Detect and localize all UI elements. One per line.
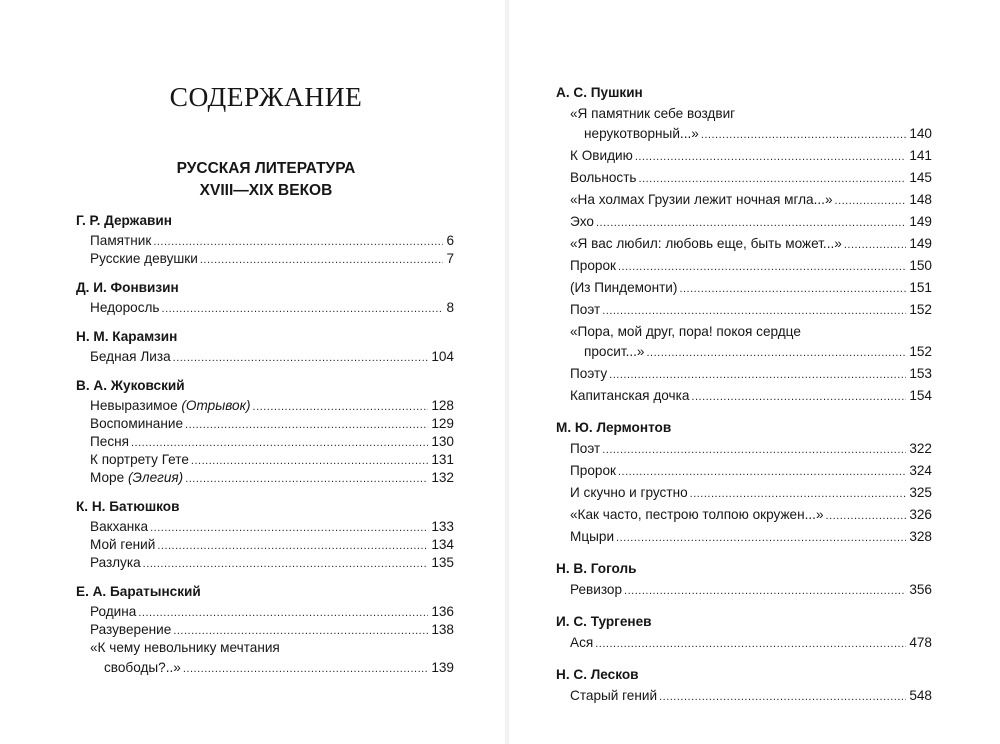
toc-entry [556, 633, 932, 652]
toc-entry [556, 190, 932, 209]
entry-title: «К чему невольнику мечтания [90, 640, 280, 655]
entry-title [90, 232, 151, 250]
dot-leader [596, 214, 906, 233]
page-number: 326 [909, 507, 932, 522]
page-number: 152 [909, 344, 932, 359]
entry-title-text: К Овидию [570, 148, 633, 163]
entry-title [90, 469, 183, 487]
toc-left-column [76, 212, 454, 688]
entry-title-text: Русские девушки [90, 251, 198, 266]
entry-title [570, 386, 689, 405]
entry-title-continued: нерукотворный...» [584, 126, 699, 141]
toc-entry [556, 364, 932, 383]
entry-title-text: Капитанская дочка [570, 388, 690, 403]
entry-title-text: «На холмах Грузии лежит ночная мгла...» [570, 192, 833, 207]
entry-title [570, 364, 607, 383]
dot-leader [835, 192, 907, 211]
entry-title [90, 621, 171, 639]
dot-leader [173, 622, 428, 640]
section-title [0, 158, 532, 202]
entry-title [570, 256, 616, 275]
entry-title [570, 234, 842, 253]
entry-title [570, 439, 600, 458]
toc-entry [76, 299, 454, 317]
dot-leader [616, 529, 906, 548]
author-group [556, 84, 932, 405]
dot-leader [138, 604, 428, 622]
dot-leader [185, 416, 428, 434]
entry-title [90, 348, 171, 366]
entry-title-text: Ася [570, 635, 594, 650]
toc-entry [556, 146, 932, 165]
toc-entry [556, 168, 932, 187]
dot-leader [157, 537, 428, 555]
entry-title [90, 250, 198, 268]
toc-entry [76, 518, 454, 536]
dot-leader [624, 582, 906, 601]
toc-entry [76, 621, 454, 639]
toc-entry [556, 278, 932, 297]
toc-entry [556, 483, 932, 502]
dot-leader [173, 349, 429, 367]
entry-title-continued: просит...» [584, 344, 645, 359]
page-number: 145 [909, 170, 932, 185]
dot-leader [253, 398, 429, 416]
page-number: 136 [431, 604, 454, 619]
entry-title-text: Вольность [570, 170, 637, 185]
author-name: Г. Р. Державин [76, 213, 172, 228]
right-page [509, 0, 1000, 744]
page-number: 133 [431, 519, 454, 534]
entry-title-text: Пророк [570, 463, 616, 478]
entry-genre-note: (Отрывок) [181, 398, 251, 413]
dot-leader [200, 251, 444, 269]
toc-entry [556, 322, 932, 342]
entry-title [90, 554, 141, 572]
toc-entry-continuation [556, 342, 932, 361]
toc-entry [76, 433, 454, 451]
entry-title [570, 686, 657, 705]
entry-title [570, 483, 688, 502]
entry-title: «Пора, мой друг, пора! покоя сердце [570, 324, 801, 339]
author-name: Е. А. Баратынский [76, 584, 201, 599]
page-number: 7 [446, 251, 454, 266]
author-name: Н. С. Лесков [556, 667, 639, 682]
toc-entry-continuation [556, 124, 932, 143]
toc-entry [556, 461, 932, 480]
page-number: 328 [909, 529, 932, 544]
author-group [76, 583, 454, 677]
dot-leader [635, 148, 907, 167]
entry-title [570, 190, 833, 209]
page-number: 128 [431, 398, 454, 413]
author-name: К. Н. Батюшков [76, 499, 180, 514]
page-number: 139 [431, 660, 454, 675]
entry-title-text: Воспоминание [90, 416, 184, 431]
toc-entry [76, 451, 454, 469]
dot-leader [162, 300, 444, 318]
entry-title [570, 146, 633, 165]
page-number: 131 [431, 452, 454, 467]
entry-title-text: К портрету Гете [90, 452, 189, 467]
page-number: 132 [431, 470, 454, 485]
entry-title [90, 397, 251, 415]
dot-leader [602, 302, 906, 321]
page-number: 138 [431, 622, 454, 637]
page-number: 134 [431, 537, 454, 552]
entry-title [570, 505, 824, 524]
toc-entry-continuation [76, 659, 454, 677]
toc-entry [556, 300, 932, 319]
author-group [556, 613, 932, 652]
page-number: 148 [909, 192, 932, 207]
dot-leader [143, 555, 429, 573]
dot-leader [183, 660, 428, 678]
author-name: Д. И. Фонвизин [76, 280, 179, 295]
toc-entry [556, 505, 932, 524]
dot-leader [602, 441, 906, 460]
page-number: 149 [909, 236, 932, 251]
entry-title [90, 299, 160, 317]
toc-entry [76, 232, 454, 250]
dot-leader [191, 452, 428, 470]
entry-title [90, 433, 129, 451]
entry-title-text: Невыразимое [90, 398, 182, 413]
author-name: В. А. Жуковский [76, 378, 185, 393]
dot-leader [131, 434, 428, 452]
toc-entry [556, 386, 932, 405]
toc-entry [556, 439, 932, 458]
entry-title [570, 633, 593, 652]
toc-entry [76, 469, 454, 487]
toc-entry [76, 554, 454, 572]
entry-title: «Я памятник себе воздвиг [570, 106, 736, 121]
author-group [556, 666, 932, 705]
page-number: 6 [446, 233, 454, 248]
dot-leader [826, 507, 907, 526]
dot-leader [659, 688, 906, 707]
entry-title [570, 212, 594, 231]
page-number: 129 [431, 416, 454, 431]
toc-right-column [556, 84, 932, 719]
page-number: 151 [909, 280, 932, 295]
toc-entry [556, 527, 932, 546]
page-number: 152 [909, 302, 932, 317]
entry-title-text: И скучно и грустно [570, 485, 688, 500]
entry-title-text: Эхо [570, 214, 594, 229]
toc-entry [76, 536, 454, 554]
dot-leader [701, 126, 907, 145]
dot-leader [618, 258, 906, 277]
entry-title-text: «Как часто, пестрою толпою окружен...» [570, 507, 824, 522]
author-group [76, 328, 454, 366]
page-number: 8 [446, 300, 454, 315]
entry-title [570, 278, 677, 297]
author-name: Н. В. Гоголь [556, 561, 637, 576]
dot-leader [150, 519, 428, 537]
section-title-line1: РУССКАЯ ЛИТЕРАТУРА [176, 160, 356, 177]
entry-title-text: Бедная Лиза [90, 349, 171, 364]
author-name: М. Ю. Лермонтов [556, 420, 672, 435]
author-name: И. С. Тургенев [556, 614, 652, 629]
entry-title-text: Разлука [90, 555, 141, 570]
page-number: 154 [909, 388, 932, 403]
entry-title-text: «Я вас любил: любовь еще, быть может...» [570, 236, 842, 251]
dot-leader [690, 485, 907, 504]
entry-title [570, 168, 637, 187]
dot-leader [646, 344, 906, 363]
entry-title-text: Недоросль [90, 300, 160, 315]
entry-title-text: Поэт [570, 302, 601, 317]
author-group [556, 560, 932, 599]
page-number: 325 [909, 485, 932, 500]
entry-title-text: Вакханка [90, 519, 149, 534]
entry-title-text: Памятник [90, 233, 152, 248]
page-number: 153 [909, 366, 932, 381]
entry-title [570, 527, 614, 546]
page-number: 478 [909, 635, 932, 650]
page-number: 140 [909, 126, 932, 141]
entry-title-continued: свободы?..» [104, 660, 181, 675]
contents-heading: СОДЕРЖАНИЕ [169, 81, 363, 112]
author-group [76, 498, 454, 572]
toc-entry [556, 104, 932, 124]
section-title-line2: XVIII—XIX ВЕКОВ [199, 182, 333, 199]
author-name: Н. М. Карамзин [76, 329, 178, 344]
entry-title-text: Мцыри [570, 529, 615, 544]
dot-leader [618, 463, 906, 482]
page-number: 324 [909, 463, 932, 478]
dot-leader [609, 366, 906, 385]
toc-entry [76, 250, 454, 268]
page-number: 141 [909, 148, 932, 163]
page-number: 150 [909, 258, 932, 273]
entry-title [90, 451, 189, 469]
entry-title-text: Песня [90, 434, 129, 449]
toc-entry [556, 234, 932, 253]
dot-leader [679, 280, 906, 299]
dot-leader [691, 388, 906, 407]
page-number: 548 [909, 688, 932, 703]
entry-title-text: Пророк [570, 258, 616, 273]
page-number: 130 [431, 434, 454, 449]
entry-title [90, 415, 183, 433]
entry-title-text: Мой гений [90, 537, 156, 552]
page-number: 356 [909, 582, 932, 597]
author-group [76, 212, 454, 268]
author-group [76, 377, 454, 487]
toc-entry [556, 212, 932, 231]
entry-title-text: Море [90, 470, 128, 485]
toc-entry [556, 580, 932, 599]
dot-leader [185, 470, 428, 488]
dot-leader [844, 236, 906, 255]
entry-title-text: Поэт [570, 441, 601, 456]
entry-title-text: Разуверение [90, 622, 172, 637]
toc-entry [556, 686, 932, 705]
entry-title-text: (Из Пиндемонти) [570, 280, 678, 295]
toc-entry [76, 603, 454, 621]
entry-title-text: Родина [90, 604, 137, 619]
page-number: 135 [431, 555, 454, 570]
entry-title [570, 580, 622, 599]
entry-genre-note: (Элегия) [127, 470, 184, 485]
author-name: А. С. Пушкин [556, 85, 643, 100]
author-group [76, 279, 454, 317]
page-number: 104 [431, 349, 454, 364]
dot-leader [639, 170, 907, 189]
entry-title-text: Поэту [570, 366, 608, 381]
entry-title [90, 603, 136, 621]
toc-entry [76, 397, 454, 415]
toc-entry [556, 256, 932, 275]
page-number: 149 [909, 214, 932, 229]
entry-title [570, 300, 600, 319]
entry-title-text: Ревизор [570, 582, 623, 597]
toc-entry [76, 348, 454, 366]
entry-title [90, 536, 155, 554]
entry-title [90, 518, 148, 536]
entry-title-text: Старый гений [570, 688, 658, 703]
toc-entry [76, 415, 454, 433]
page-number: 322 [909, 441, 932, 456]
toc-entry [76, 639, 454, 659]
entry-title [570, 461, 616, 480]
author-group [556, 419, 932, 546]
dot-leader [153, 233, 443, 251]
dot-leader [595, 635, 906, 654]
